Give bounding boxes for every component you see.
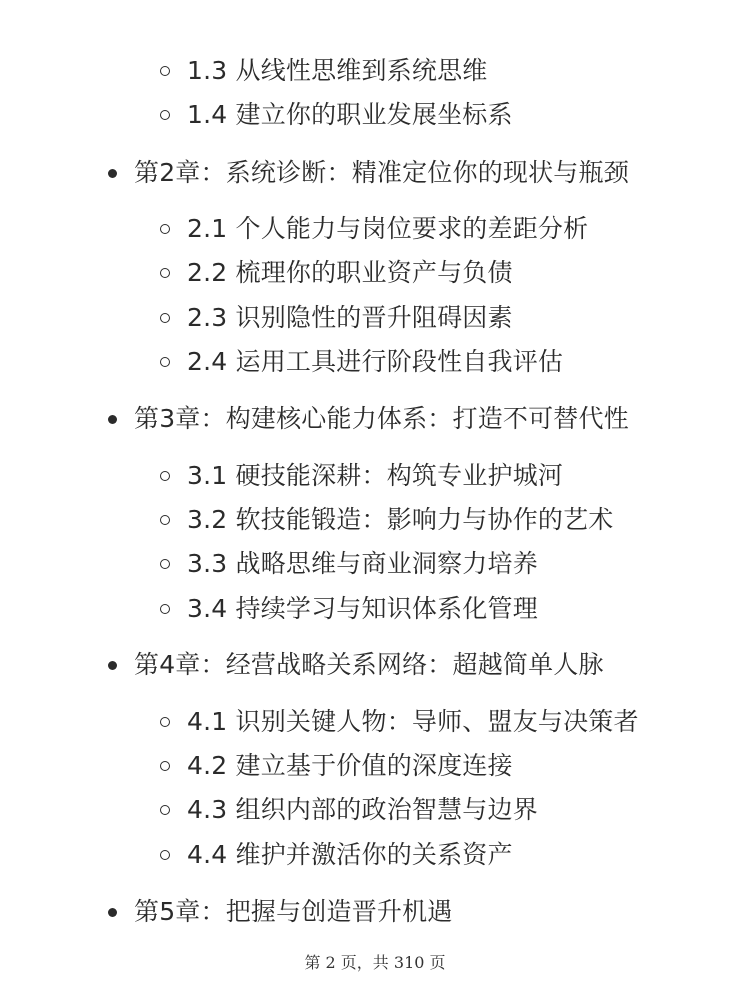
- hollow-circle-icon: [160, 850, 170, 860]
- toc-chapter-title: 第3章：构建核心能力体系：打造不可替代性: [134, 404, 629, 433]
- toc-chapter-item: [108, 153, 629, 193]
- hollow-circle-icon: [160, 66, 170, 76]
- hollow-circle-icon: [160, 805, 170, 815]
- toc-section-label: 2.1 个人能力与岗位要求的差距分析: [187, 214, 589, 243]
- toc-section-label: 2.3 识别隐性的晋升阻碍因素: [187, 303, 513, 332]
- toc-section-item: [160, 95, 513, 135]
- hollow-circle-icon: [160, 604, 170, 614]
- toc-section-label: 4.1 识别关键人物：导师、盟友与决策者: [187, 707, 639, 736]
- toc-section-item: [160, 342, 563, 382]
- filled-disc-icon: [108, 415, 117, 424]
- hollow-circle-icon: [160, 224, 170, 234]
- toc-section-item: [160, 209, 588, 249]
- toc-section-item: [160, 589, 538, 629]
- toc-chapter-title: 第5章：把握与创造晋升机遇: [134, 897, 453, 926]
- hollow-circle-icon: [160, 357, 170, 367]
- toc-section-item: [160, 500, 614, 540]
- hollow-circle-icon: [160, 717, 170, 727]
- filled-disc-icon: [108, 908, 117, 917]
- toc-section-label: 3.3 战略思维与商业洞察力培养: [187, 549, 538, 578]
- filled-disc-icon: [108, 661, 117, 670]
- hollow-circle-icon: [160, 110, 170, 120]
- toc-chapter-title: 第4章：经营战略关系网络：超越简单人脉: [134, 650, 604, 679]
- toc-section-item: [160, 790, 538, 830]
- toc-chapter-title: 第2章：系统诊断：精准定位你的现状与瓶颈: [134, 158, 629, 187]
- toc-section-item: [160, 51, 488, 91]
- toc-chapter-item: [108, 645, 604, 685]
- toc-section-item: [160, 835, 513, 875]
- toc-section-item: [160, 746, 513, 786]
- toc-section-label: 2.2 梳理你的职业资产与负债: [187, 258, 513, 287]
- toc-section-item: [160, 456, 563, 496]
- toc-section-label: 2.4 运用工具进行阶段性自我评估: [187, 347, 564, 376]
- hollow-circle-icon: [160, 515, 170, 525]
- toc-section-item: [160, 253, 513, 293]
- toc-section-label: 3.2 软技能锻造：影响力与协作的艺术: [187, 505, 614, 534]
- page-footer: 第 2 页，共 310 页: [304, 953, 446, 972]
- toc-section-item: [160, 544, 538, 584]
- hollow-circle-icon: [160, 559, 170, 569]
- toc-section-label: 4.3 组织内部的政治智慧与边界: [187, 795, 538, 824]
- toc-section-label: 1.4 建立你的职业发展坐标系: [187, 100, 513, 129]
- toc-chapter-item: [108, 892, 453, 932]
- toc-section-label: 4.2 建立基于价值的深度连接: [187, 751, 513, 780]
- hollow-circle-icon: [160, 471, 170, 481]
- toc-section-item: [160, 298, 513, 338]
- hollow-circle-icon: [160, 761, 170, 771]
- toc-section-label: 4.4 维护并激活你的关系资产: [187, 840, 513, 869]
- hollow-circle-icon: [160, 313, 170, 323]
- toc-chapter-item: [108, 399, 629, 439]
- toc-section-label: 1.3 从线性思维到系统思维: [187, 56, 488, 85]
- toc-section-label: 3.1 硬技能深耕：构筑专业护城河: [187, 461, 564, 490]
- filled-disc-icon: [108, 169, 117, 178]
- toc-section-label: 3.4 持续学习与知识体系化管理: [187, 594, 538, 623]
- hollow-circle-icon: [160, 268, 170, 278]
- toc-section-item: [160, 702, 639, 742]
